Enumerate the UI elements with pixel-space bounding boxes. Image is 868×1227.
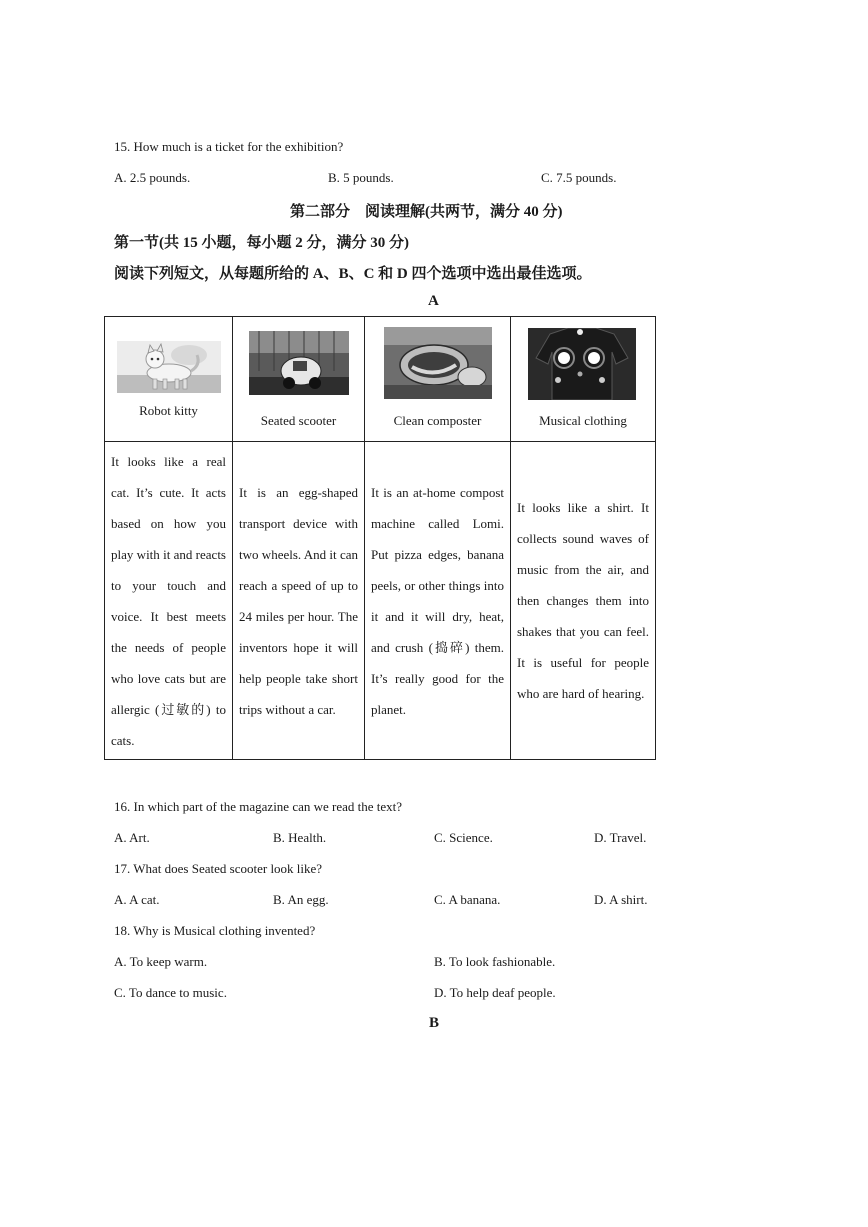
q17-question: 17. What does Seated scooter look like? — [114, 861, 323, 876]
item-description: It is an egg-shaped transport device with two wheels. And it can reach a speed of up to 24 miles per hour. The inventors hope it will help people take short trips without a car. — [239, 484, 358, 717]
passage-a-table — [104, 316, 656, 760]
q18-option-b: B. To look fashionable. — [434, 954, 556, 969]
instruction: 阅读下列短文，从每题所给的 A、B、C 和 D 四个选项中选出最佳选项。 — [114, 266, 592, 282]
q18-question: 18. Why is Musical clothing invented? — [114, 923, 316, 938]
robot-cat-photo — [117, 341, 221, 393]
q18-option-a: A. To keep warm. — [114, 954, 208, 969]
item-desc-cell — [105, 442, 233, 760]
item-description: It is an at-home compost machine called Lomi. Put pizza edges, banana peels, or other things into it and it will dry, heat, and crush (捣碎) them. It’s really good for the planet. — [371, 484, 504, 717]
q18-option-c: C. To dance to music. — [114, 985, 227, 1000]
q16-option-a: A. Art. — [114, 830, 150, 845]
part-heading: 第二部分 阅读理解(共两节，满分 40 分) — [290, 204, 563, 220]
q15-option-b: B. 5 pounds. — [328, 170, 394, 185]
item-label: Seated scooter — [260, 413, 337, 428]
item-cell-musical-clothing — [511, 317, 656, 442]
item-label: Robot kitty — [139, 403, 198, 418]
q15-option-c: C. 7.5 pounds. — [541, 170, 617, 185]
q17-option-c: C. A banana. — [434, 892, 501, 907]
item-cell-seated-scooter — [233, 317, 365, 442]
q15-option-a: A. 2.5 pounds. — [114, 170, 191, 185]
item-description: It looks like a shirt. It collects sound waves of music from the air, and then changes them into shakes that you can feel. It is useful for people who are hard of hearing. — [517, 500, 649, 701]
passage-b-letter: B — [429, 1015, 440, 1031]
item-label: Clean composter — [393, 413, 482, 428]
q18-option-d: D. To help deaf people. — [434, 985, 556, 1000]
q16-question: 16. In which part of the magazine can we read the text? — [114, 799, 403, 814]
item-label: Musical clothing — [539, 413, 627, 428]
q16-option-c: C. Science. — [434, 830, 493, 845]
q15-question: 15. How much is a ticket for the exhibition? — [114, 139, 344, 154]
q17-option-a: A. A cat. — [114, 892, 160, 907]
item-description: It looks like a real cat. It’s cute. It acts based on how you play with it and reacts to your touch and voice. It best meets the needs of people who love cats but are allergic (过敏的) to cats. — [111, 453, 226, 748]
scooter-photo — [249, 331, 349, 395]
item-desc-cell — [365, 442, 511, 760]
q16-option-d: D. Travel. — [594, 830, 647, 845]
composter-photo — [384, 327, 492, 399]
section-heading: 第一节(共 15 小题，每小题 2 分，满分 30 分) — [114, 235, 409, 251]
item-cell-clean-composter — [365, 317, 511, 442]
item-desc-cell — [511, 442, 656, 760]
q17-option-d: D. A shirt. — [594, 892, 648, 907]
q16-option-b: B. Health. — [273, 830, 327, 845]
passage-a-letter: A — [428, 293, 439, 309]
item-desc-cell — [233, 442, 365, 760]
q17-option-b: B. An egg. — [273, 892, 329, 907]
musical-shirt-photo — [528, 328, 636, 400]
item-cell-robot-kitty — [105, 317, 233, 442]
